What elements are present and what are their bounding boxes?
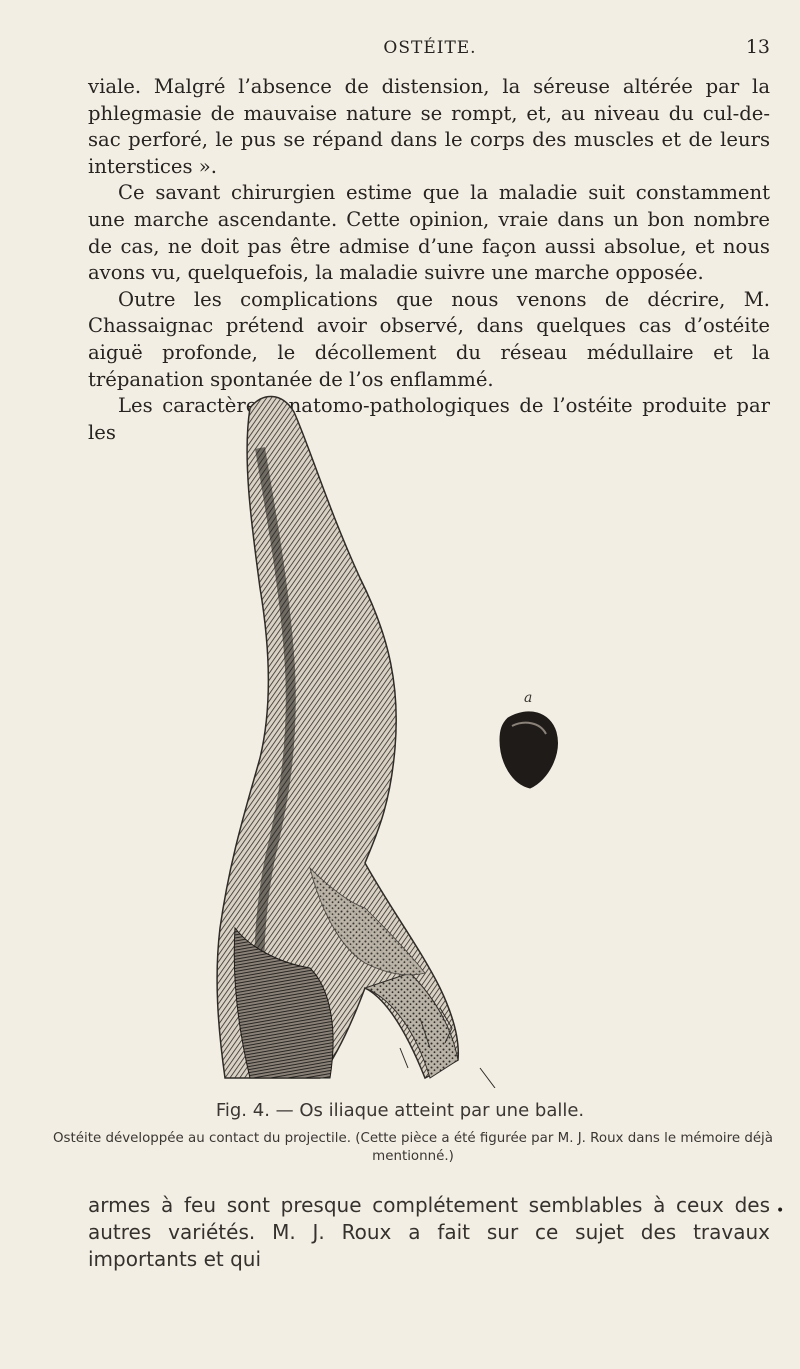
figure-caption-title: Fig. 4. — Os iliaque atteint par une balle.	[215, 1100, 585, 1121]
page-number: 13	[745, 36, 770, 58]
running-title: OSTÉITE.	[383, 38, 477, 58]
page-header	[90, 38, 770, 64]
paragraph: Outre les complications que nous venons de décrire, M. Chassaignac prétend avoir observé, dans quelques cas d’ostéite aiguë profonde, le décollement du réseau médullaire et la trépanation spontanée de l’os enflammé.	[88, 287, 770, 391]
figure-caption-note: Ostéite développée au contact du projectile. (Cette pièce a été figurée par M. J. Roux dans le mémoire déjà mentionné.)	[53, 1131, 773, 1164]
paragraph: Les caractères anatomo-pathologiques de l’ostéite produite par les	[88, 394, 770, 444]
bone-lower-lobe	[365, 973, 458, 1078]
margin-bullet: •	[776, 1203, 785, 1219]
iliac-bone-illustration	[190, 388, 610, 1088]
bottom-text-block	[88, 1192, 770, 1273]
paragraph: Ce savant chirurgien estime que la maladie suit constamment une marche ascendante. Cette opinion, vraie dans un bon nombre de cas, ne doit pas être admise d’une façon aussi absolue, et nous avons vu, quelquefois, la maladie suivre une marche opposée.	[88, 181, 770, 285]
paragraph: viale. Malgré l’absence de distension, la séreuse altérée par la phlegmasie de mauvaise nature se rompt, et, au niveau du cul-de-sac perforé, le pus se répand dans le corps des muscles et de leurs interstices ».	[88, 75, 770, 178]
paragraph: armes à feu sont presque complétement semblables à ceux des autres variétés. M. J. Roux a fait sur ce sujet des travaux importants et qui	[88, 1193, 770, 1271]
figure-letter-a: a	[524, 690, 533, 706]
